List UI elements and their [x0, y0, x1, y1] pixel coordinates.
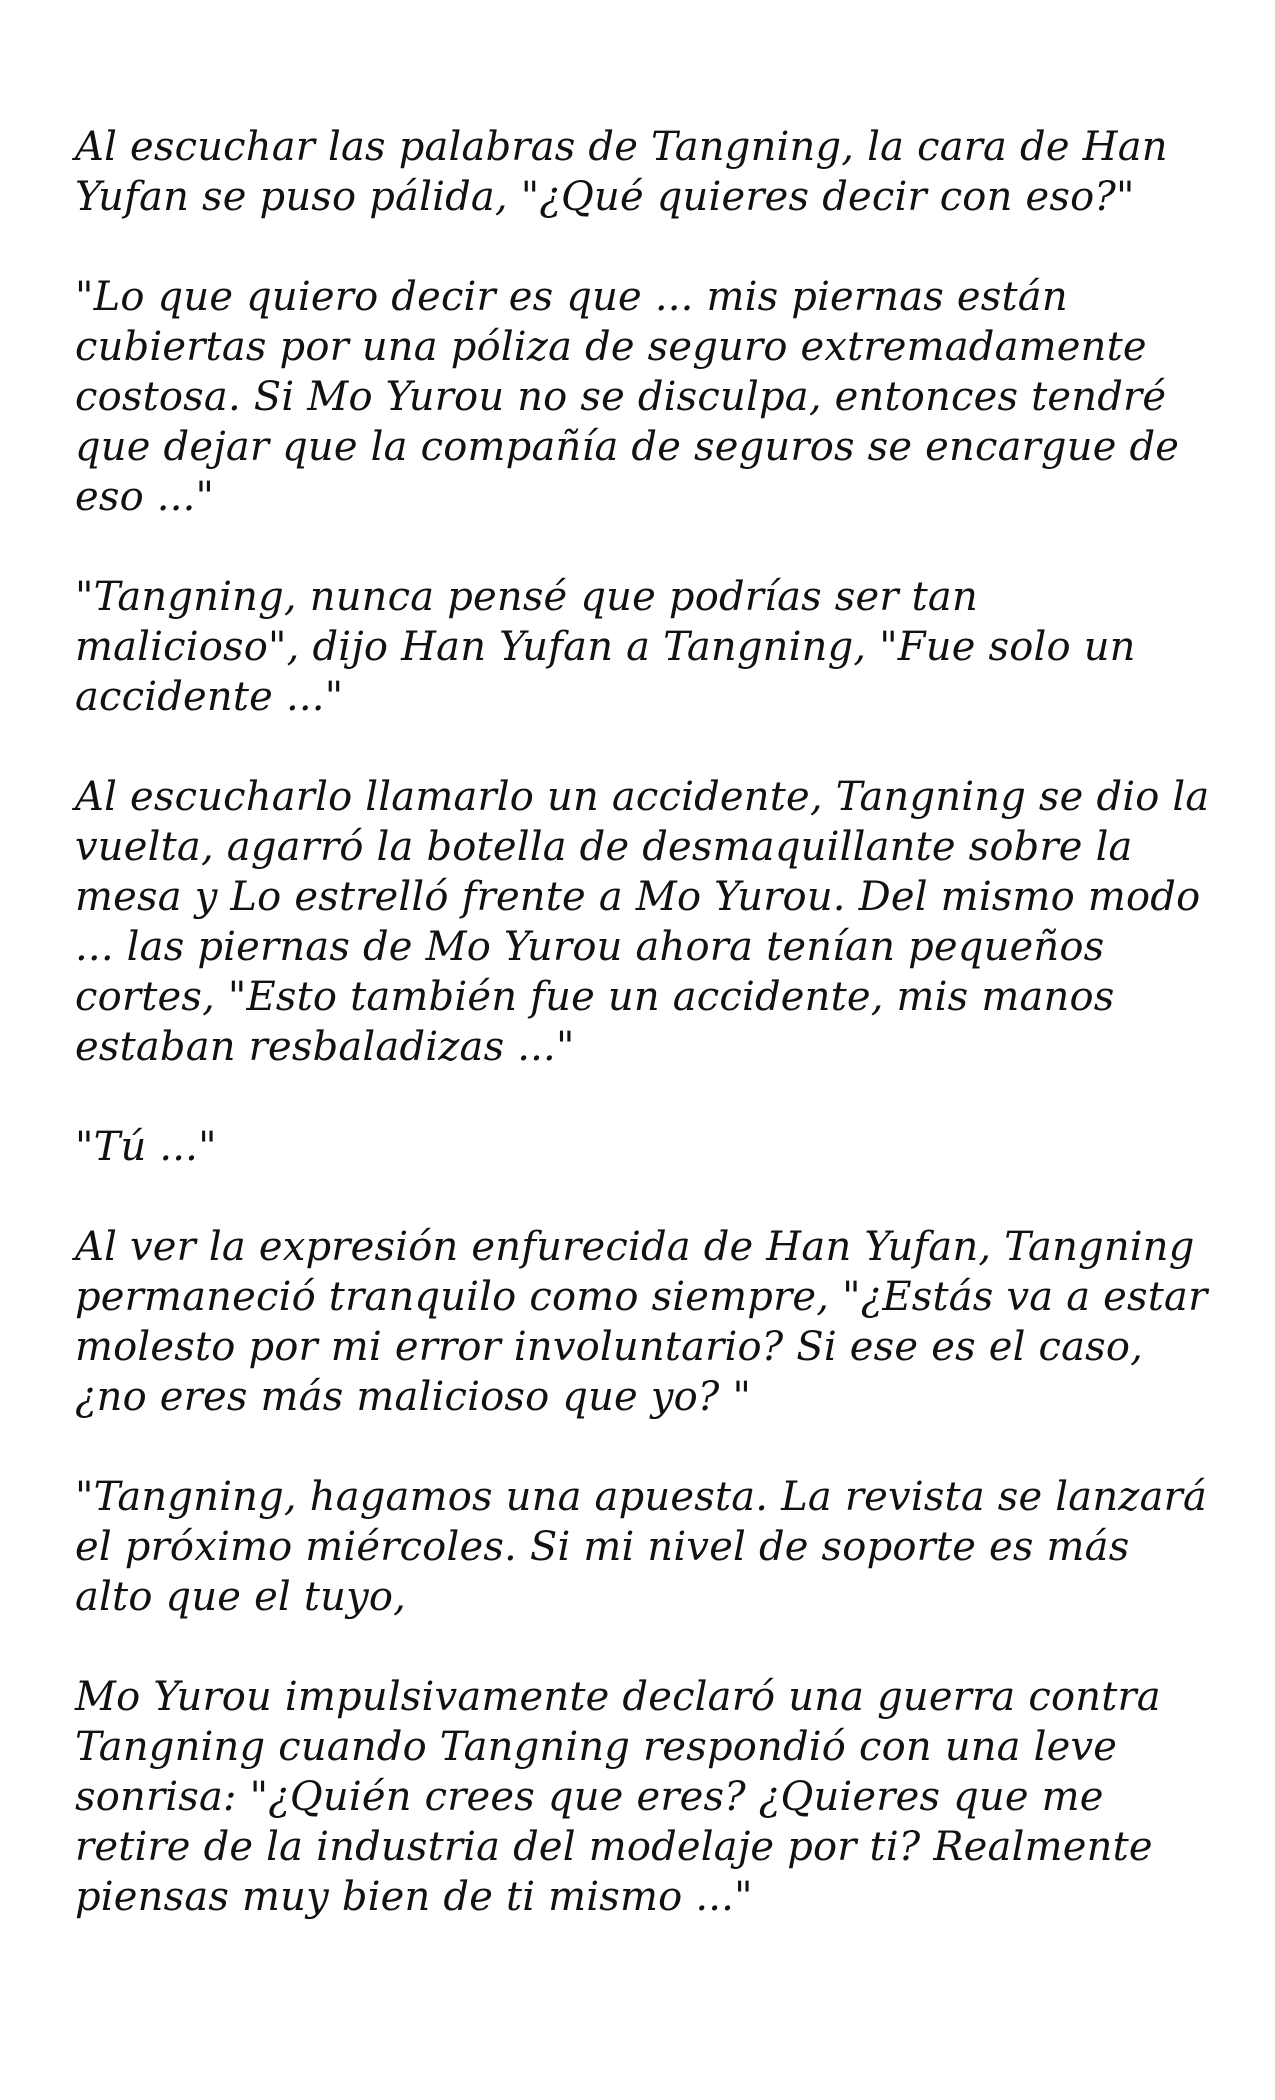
- paragraph-2: "Lo que quiero decir es que ... mis piernas están cubiertas por una póliza de seguro extremadamente costosa. Si Mo Yurou no se disculpa, entonces tendré que dejar que la compañía de seguros se encargue de eso ...": [75, 274, 1180, 520]
- paragraph-3: "Tangning, nunca pensé que podrías ser tan malicioso", dijo Han Yufan a Tangning, "Fue solo un accidente ...": [75, 574, 1136, 720]
- paragraph-6: Al ver la expresión enfurecida de Han Yufan, Tangning permaneció tranquilo como siempre, "¿Estás va a estar molesto por mi error involuntario? Si ese es el caso, ¿no eres más malicioso que yo? ": [75, 1224, 1208, 1420]
- paragraph-8: Mo Yurou impulsivamente declaró una guerra contra Tangning cuando Tangning respondió con una leve sonrisa: "¿Quién crees que eres? ¿Quieres que me retire de la industria del modelaje por ti? Realmente piensas muy bien de ti mismo ...": [75, 1674, 1161, 1920]
- paragraph-1: Al escuchar las palabras de Tangning, la cara de Han Yufan se puso pálida, "¿Qué quieres decir con eso?": [75, 124, 1168, 220]
- paragraph-7: "Tangning, hagamos una apuesta. La revista se lanzará el próximo miércoles. Si mi nivel de soporte es más alto que el tuyo,: [75, 1474, 1207, 1620]
- document-page: [75, 122, 1215, 1972]
- paragraph-5: "Tú ...": [75, 1124, 217, 1170]
- paragraph-4: Al escucharlo llamarlo un accidente, Tangning se dio la vuelta, agarró la botella de desmaquillante sobre la mesa y Lo estrelló frente a Mo Yurou. Del mismo modo ... las piernas de Mo Yurou ahora tenían pequeños cortes, "Esto también fue un accidente, mis manos estaban resbaladizas ...": [75, 774, 1210, 1070]
